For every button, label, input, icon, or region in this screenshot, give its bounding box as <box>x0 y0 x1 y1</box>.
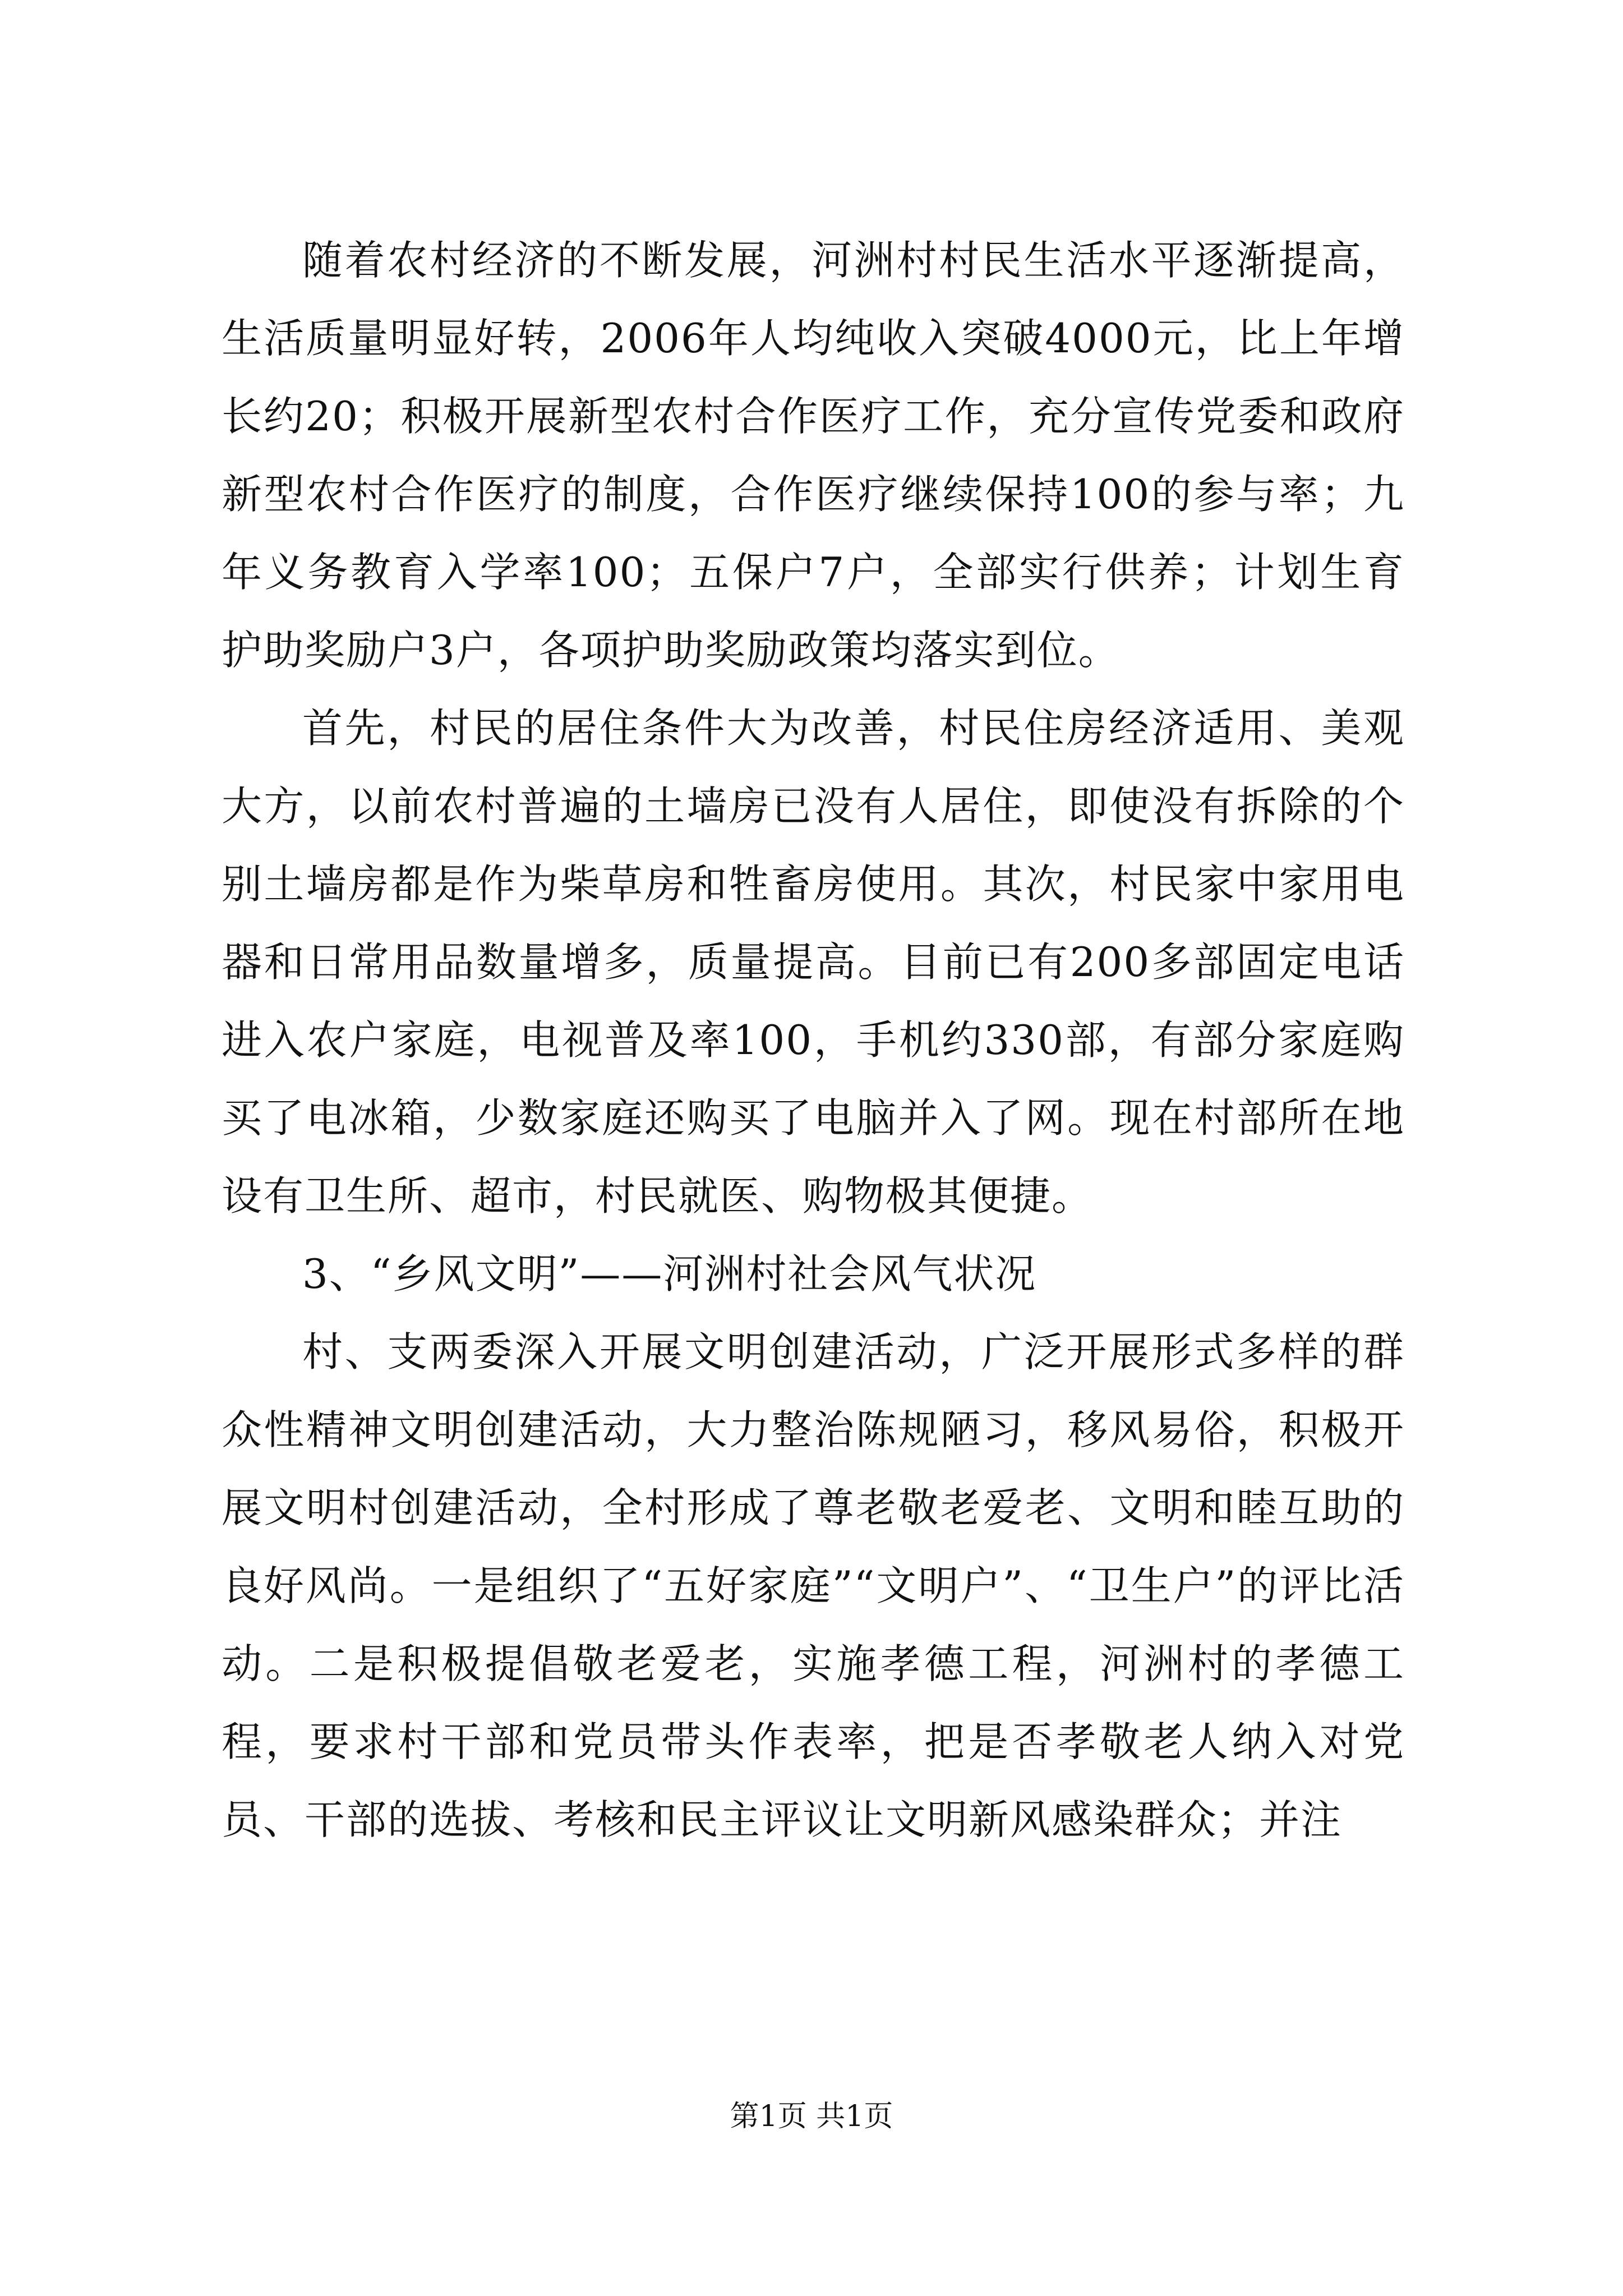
paragraph-civilization-activities: 村、支两委深入开展文明创建活动，广泛开展形式多样的群众性精神文明创建活动，大力整治陈规陋习，移风易俗，积极开展文明村创建活动，全村形成了尊老敬老爱老、文明和睦互助的良好风尚。一是组织了“五好家庭”“文明户”、“卫生户”的评比活动。二是积极提倡敬老爱老，实施孝德工程，河洲村的孝德工程，要求村干部和党员带头作表率，把是否孝敬老人纳入对党员、干部的选拔、考核和民主评议让文明新风感染群众；并注 <box>222 1328 1405 1843</box>
page-number-footer: 第1页 共1页 <box>730 2100 893 2133</box>
paragraph-living-standards: 随着农村经济的不断发展，河洲村村民生活水平逐渐提高，生活质量明显好转，2006年人均纯收入突破4000元，比上年增长约20；积极开展新型农村合作医疗工作，充分宣传党委和政府新型农村合作医疗的制度，合作医疗继续保持100的参与率；九年义务教育入学率100；五保户7户，全部实行供养；计划生育护助奖励户3户，各项护助奖励政策均落实到位。 <box>222 237 1405 674</box>
paragraph-housing-appliances: 首先，村民的居住条件大为改善，村民住房经济适用、美观大方，以前农村普遍的土墙房已没有人居住，即使没有拆除的个别土墙房都是作为柴草房和牲畜房使用。其次，村民家中家用电器和日常用品数量增多，质量提高。目前已有200多部固定电话进入农户家庭，电视普及率100，手机约330部，有部分家庭购买了电冰箱，少数家庭还购买了电脑并入了网。现在村部所在地设有卫生所、超市，村民就医、购物极其便捷。 <box>222 705 1405 1220</box>
document-body <box>222 222 1405 1859</box>
section-heading: 3、“乡风文明”——河洲村社会风气状况 <box>302 1250 1037 1297</box>
